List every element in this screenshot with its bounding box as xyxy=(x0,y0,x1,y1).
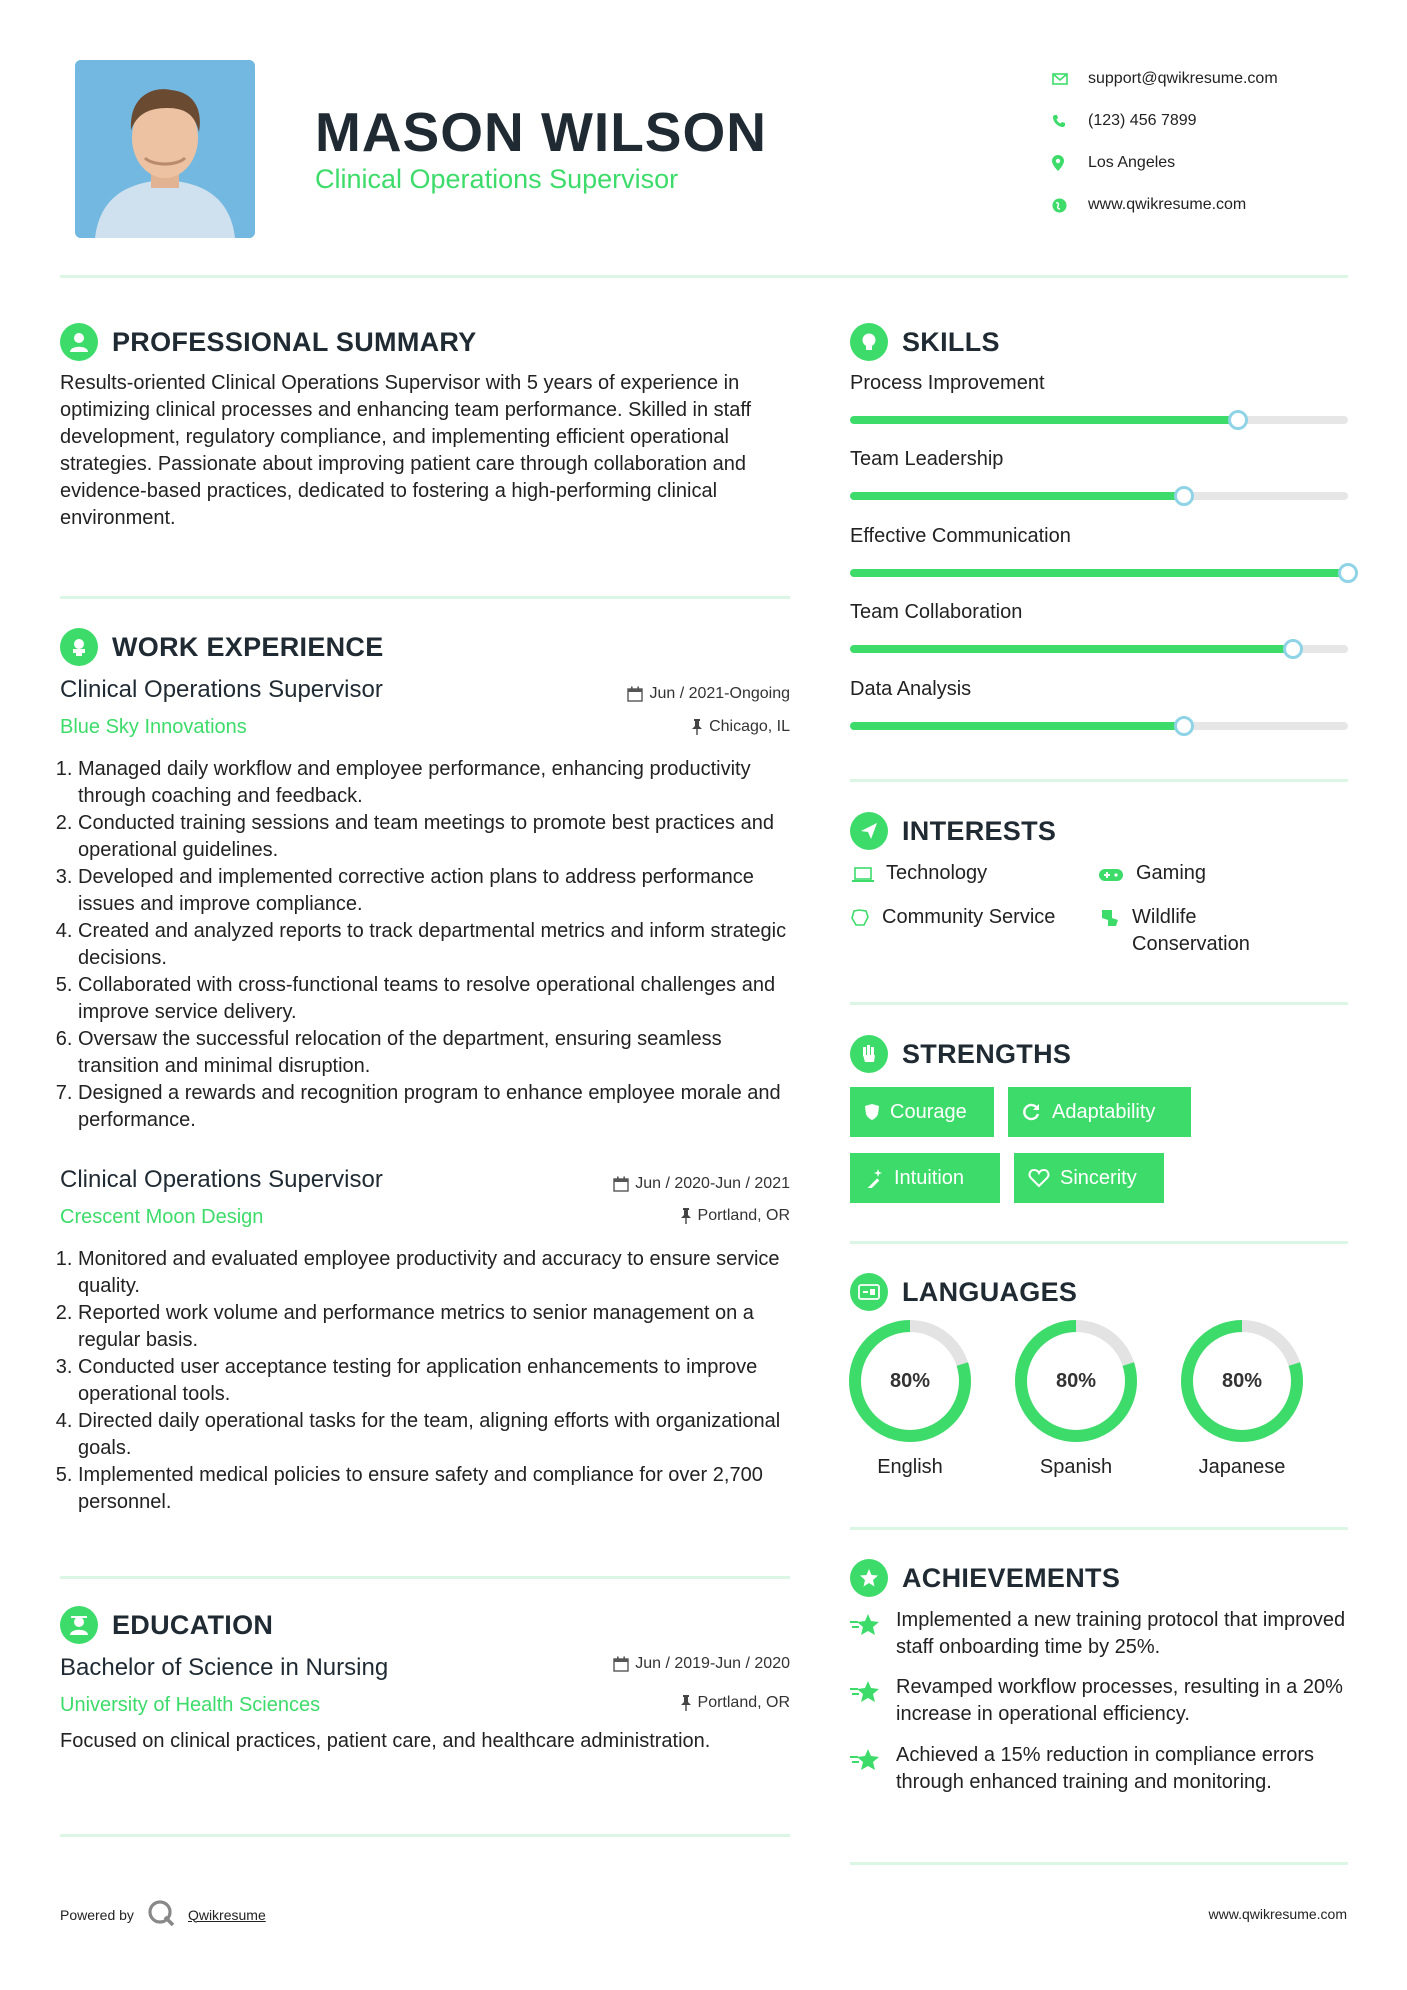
duty-item: 4. Created and analyzed reports to track departmental metrics and inform strategic decisions. xyxy=(78,918,800,972)
duty-item: 5. Collaborated with cross-functional teams to resolve operational challenges and improve service delivery. xyxy=(78,972,800,1026)
heart-hand-icon xyxy=(850,908,870,936)
strength-chip xyxy=(850,1087,994,1137)
duty-item: 6. Oversaw the successful relocation of the department, ensuring seamless transition and minimal disruption. xyxy=(78,1026,800,1080)
gamepad-icon xyxy=(1098,864,1124,891)
achievement-text: Revamped workflow processes, resulting in a 20% increase in operational efficiency. xyxy=(896,1676,1343,1725)
contact-email-text: support@qwikresume.com xyxy=(1088,70,1278,87)
skill-fill xyxy=(850,569,1348,577)
interest-label: Wildlife Conservation xyxy=(1132,906,1250,955)
skill-bar xyxy=(850,416,1348,424)
job-dates xyxy=(480,685,790,703)
skills-divider xyxy=(850,779,1348,782)
briefcase-icon xyxy=(60,628,98,666)
contact-location-text: Los Angeles xyxy=(1088,154,1176,171)
star-icon xyxy=(850,1613,882,1645)
interest-item xyxy=(1098,860,1206,891)
skill-knob xyxy=(1174,486,1194,506)
achievements-title: ACHIEVEMENTS xyxy=(902,1562,1121,1593)
strength-label: Intuition xyxy=(894,1166,965,1189)
skill-knob xyxy=(1338,563,1358,583)
achievements-heading xyxy=(850,1559,1120,1597)
interest-label: Technology xyxy=(886,862,988,884)
job-title: Clinical Operations Supervisor xyxy=(60,1166,383,1193)
language-name: Japanese xyxy=(1198,1456,1286,1478)
star-icon xyxy=(850,1680,882,1712)
summary-divider xyxy=(60,596,790,599)
education-heading xyxy=(60,1606,273,1644)
education-description: Focused on clinical practices, patient care, and healthcare administration. xyxy=(60,1730,711,1752)
star-icon xyxy=(850,1748,882,1780)
job-company: Blue Sky Innovations xyxy=(60,716,247,738)
contact-email[interactable] xyxy=(1050,58,1380,100)
language-percent: 80% xyxy=(1055,1369,1097,1392)
language-percent: 80% xyxy=(889,1369,931,1392)
summary-heading xyxy=(60,323,477,361)
job-location-text: Portland, OR xyxy=(697,1207,790,1224)
strengths-heading xyxy=(850,1035,1071,1073)
refresh-icon xyxy=(1022,1102,1042,1122)
job-location xyxy=(480,718,790,736)
duty-item: 3. Conducted user acceptance testing for application enhancements to improve operational tools. xyxy=(78,1354,800,1408)
skill-bar xyxy=(850,722,1348,730)
candidate-role: Clinical Operations Supervisor xyxy=(315,164,679,194)
skill-bar xyxy=(850,645,1348,653)
skill-knob xyxy=(1174,716,1194,736)
summary-text: Results-oriented Clinical Operations Supervisor with 5 years of experience in optimizing clinical processes and enhancing team performance. Skilled in staff development, regulatory compliance, and implementing efficient operational strategies. Passionate about improving patient care through collaboration and evidence-based practices, dedicated to fostering a high-performing clinical environment. xyxy=(60,372,752,529)
pushpin-icon xyxy=(691,719,703,735)
user-icon xyxy=(60,323,98,361)
education-divider xyxy=(60,1834,790,1837)
job-dates-text: Jun / 2021-Ongoing xyxy=(649,685,790,702)
calendar-icon xyxy=(613,1176,629,1192)
contact-website[interactable] xyxy=(1050,184,1380,226)
language-percent: 80% xyxy=(1221,1369,1263,1392)
skill-label: Process Improvement xyxy=(850,372,1045,394)
header-divider xyxy=(60,275,1348,278)
graduate-icon xyxy=(60,1606,98,1644)
candidate-name: MASON WILSON xyxy=(315,101,767,163)
interest-item xyxy=(1100,904,1300,958)
contact-website-text: www.qwikresume.com xyxy=(1088,196,1247,213)
paw-icon xyxy=(1100,908,1120,936)
duty-item: 1. Managed daily workflow and employee performance, enhancing productivity through coaching and feedback. xyxy=(78,756,800,810)
laptop-icon xyxy=(852,864,874,891)
duty-item: 2. Conducted training sessions and team meetings to promote best practices and operational guidelines. xyxy=(78,810,800,864)
job-title: Clinical Operations Supervisor xyxy=(60,676,383,703)
job-location xyxy=(480,1207,790,1225)
strength-label: Adaptability xyxy=(1052,1100,1156,1123)
phone-icon xyxy=(1050,114,1088,128)
contact-list xyxy=(1050,58,1380,226)
achievement-text: Implemented a new training protocol that improved staff onboarding time by 25%. xyxy=(896,1609,1346,1658)
languages-heading xyxy=(850,1273,1077,1311)
achievement-text: Achieved a 15% reduction in compliance errors through enhanced training and monitoring. xyxy=(896,1744,1314,1793)
interests-divider xyxy=(850,1002,1348,1005)
strengths-divider xyxy=(850,1241,1348,1244)
skill-bar xyxy=(850,569,1348,577)
language-item xyxy=(1177,1316,1307,1478)
duty-item: 4. Directed daily operational tasks for the team, aligning efforts with organizational goals. xyxy=(78,1408,800,1462)
duty-item: 1. Monitored and evaluated employee productivity and accuracy to ensure service quality. xyxy=(78,1246,800,1300)
interest-label: Community Service xyxy=(882,906,1056,928)
skill-fill xyxy=(850,492,1184,500)
raised-hand-icon xyxy=(850,1035,888,1073)
strength-chip xyxy=(1008,1087,1191,1137)
skill-bar xyxy=(850,492,1348,500)
pushpin-icon xyxy=(680,1695,692,1711)
languages-divider xyxy=(850,1527,1348,1530)
degree-title: Bachelor of Science in Nursing xyxy=(60,1654,389,1681)
education-location-text: Portland, OR xyxy=(697,1694,790,1711)
qwikresume-logo-icon xyxy=(146,1898,176,1931)
contact-phone-text: (123) 456 7899 xyxy=(1088,112,1197,129)
language-name: English xyxy=(877,1456,943,1478)
strength-chip xyxy=(1014,1153,1164,1203)
strength-chip xyxy=(850,1153,1000,1203)
skill-fill xyxy=(850,416,1238,424)
job-location-text: Chicago, IL xyxy=(709,718,790,735)
achievement-item xyxy=(850,1674,1350,1728)
shield-icon xyxy=(864,1103,880,1121)
work-heading xyxy=(60,628,384,666)
work-divider xyxy=(60,1576,790,1579)
skill-knob xyxy=(1283,639,1303,659)
qwikresume-link[interactable]: Qwikresume xyxy=(187,1906,266,1923)
skills-title: SKILLS xyxy=(902,326,1000,357)
education-title: EDUCATION xyxy=(112,1609,274,1640)
skill-knob xyxy=(1228,410,1248,430)
skill-label: Team Leadership xyxy=(850,448,1004,470)
calendar-icon xyxy=(627,686,643,702)
skill-label: Team Collaboration xyxy=(850,601,1023,623)
skill-fill xyxy=(850,645,1293,653)
duty-item: 3. Developed and implemented corrective action plans to address performance issues and improve compliance. xyxy=(78,864,800,918)
lightbulb-icon xyxy=(850,323,888,361)
achievement-item xyxy=(850,1742,1350,1796)
education-dates-text: Jun / 2019-Jun / 2020 xyxy=(635,1655,790,1672)
powered-by-text: Powered by xyxy=(60,1906,134,1923)
achievements-divider xyxy=(850,1862,1348,1865)
skill-label: Effective Communication xyxy=(850,525,1071,547)
strengths-title: STRENGTHS xyxy=(902,1038,1072,1069)
calendar-icon xyxy=(613,1656,629,1672)
pushpin-icon xyxy=(680,1208,692,1224)
language-name: Spanish xyxy=(1039,1456,1113,1478)
skills-heading xyxy=(850,323,1000,361)
interest-item xyxy=(850,904,1055,936)
duty-item: 5. Implemented medical policies to ensure safety and compliance for over 2,700 personnel. xyxy=(78,1462,800,1516)
language-item xyxy=(1011,1316,1141,1478)
footer-powered-by xyxy=(60,1898,266,1931)
skill-fill xyxy=(850,722,1184,730)
interests-title: INTERESTS xyxy=(902,815,1057,846)
interests-heading xyxy=(850,812,1056,850)
heart-icon xyxy=(1028,1168,1050,1188)
job-duties-list xyxy=(60,756,800,1134)
duty-item: 2. Reported work volume and performance metrics to senior management on a regular basis. xyxy=(78,1300,800,1354)
globe-icon xyxy=(1050,198,1088,213)
languages-title: LANGUAGES xyxy=(902,1276,1078,1307)
profile-photo xyxy=(75,60,255,238)
strength-label: Courage xyxy=(890,1100,967,1123)
contact-phone[interactable] xyxy=(1050,100,1380,142)
magic-wand-icon xyxy=(864,1168,884,1188)
interest-item xyxy=(852,860,987,891)
summary-title: PROFESSIONAL SUMMARY xyxy=(112,326,477,357)
star-badge-icon xyxy=(850,1559,888,1597)
duty-item: 7. Designed a rewards and recognition program to enhance employee morale and performance. xyxy=(78,1080,800,1134)
map-pin-icon xyxy=(1050,155,1088,171)
envelope-icon xyxy=(1050,73,1088,85)
strength-label: Sincerity xyxy=(1060,1166,1137,1189)
footer-website[interactable]: www.qwikresume.com xyxy=(1208,1906,1347,1922)
language-icon xyxy=(850,1273,888,1311)
achievement-item xyxy=(850,1607,1350,1661)
job-company: Crescent Moon Design xyxy=(60,1206,264,1228)
contact-location xyxy=(1050,142,1380,184)
language-item xyxy=(845,1316,975,1478)
job-dates-text: Jun / 2020-Jun / 2021 xyxy=(635,1175,790,1192)
education-location xyxy=(480,1694,790,1712)
job-duties-list xyxy=(60,1246,800,1516)
interest-label: Gaming xyxy=(1136,862,1207,884)
work-title: WORK EXPERIENCE xyxy=(112,631,384,662)
education-dates xyxy=(480,1655,790,1673)
skill-label: Data Analysis xyxy=(850,678,972,700)
paper-plane-icon xyxy=(850,812,888,850)
job-dates xyxy=(480,1175,790,1193)
school-name: University of Health Sciences xyxy=(60,1694,321,1716)
